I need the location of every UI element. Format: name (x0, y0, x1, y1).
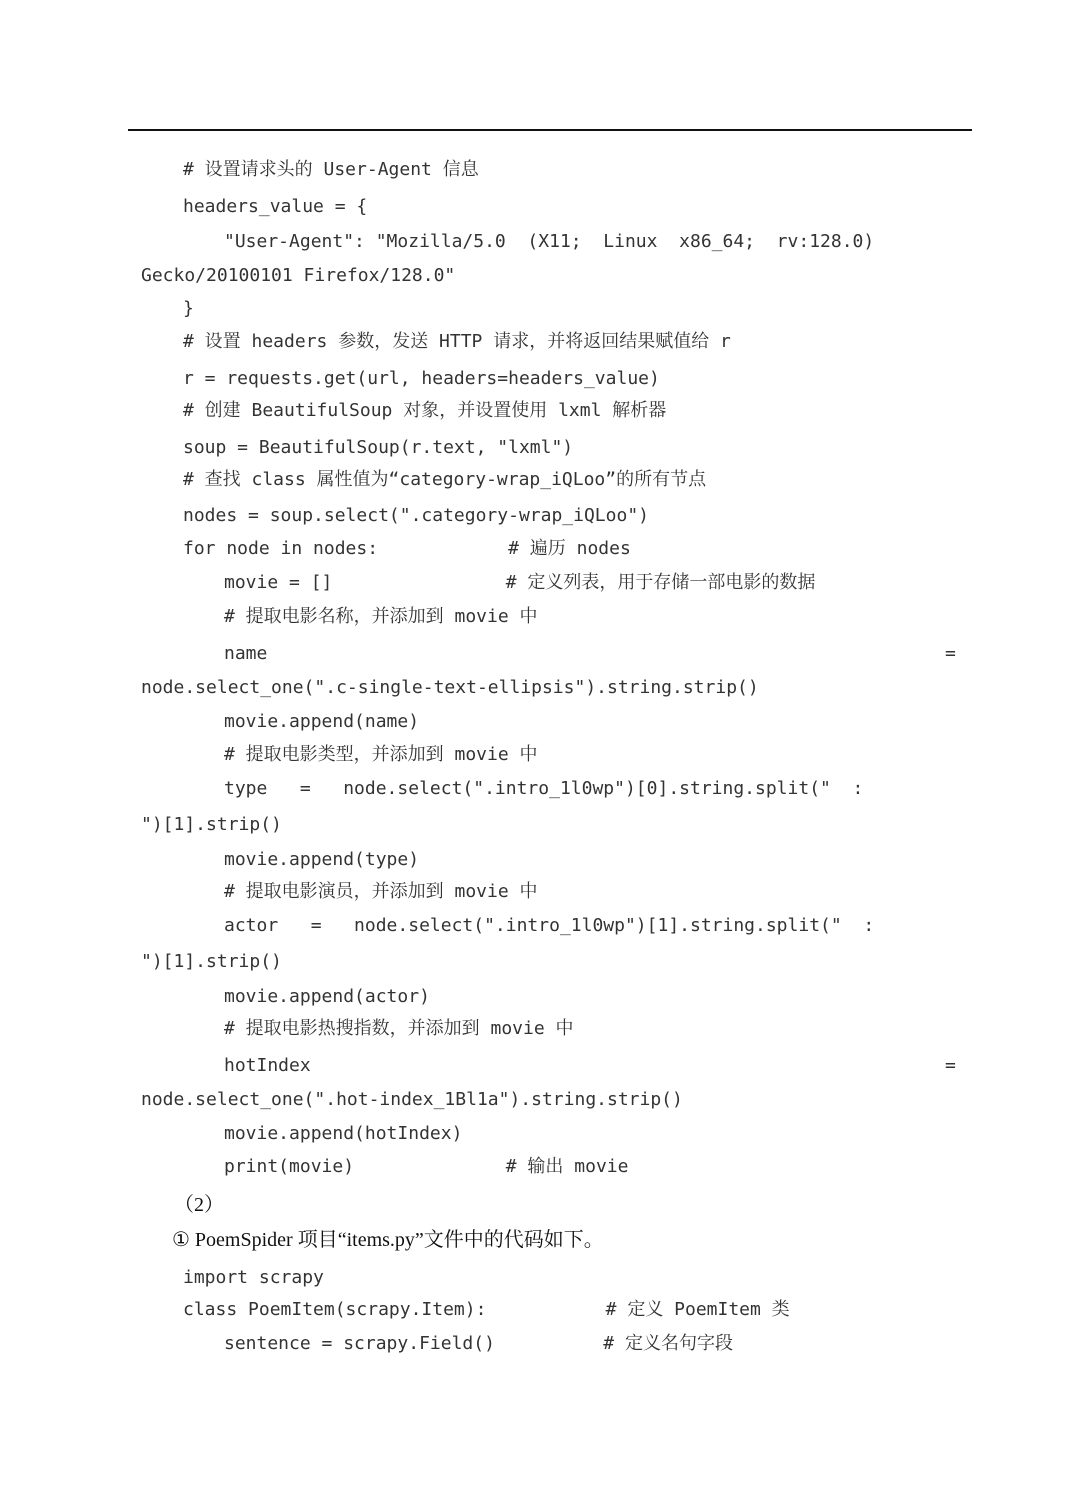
code-comment: # 提取电影演员，并添加到 movie 中 (224, 881, 538, 902)
code-line: movie.append(type) (224, 849, 420, 870)
code-line: soup = BeautifulSoup(r.text, "lxml") (183, 437, 574, 458)
code-equals: = (945, 1055, 956, 1076)
code-line: r = requests.get(url, headers=headers_value) (183, 368, 660, 389)
code-line: node.select_one(".c-single-text-ellipsis").string.strip() (141, 677, 759, 698)
code-line: for node in nodes: # 遍历 nodes (183, 538, 631, 559)
code-line: movie.append(actor) (224, 986, 430, 1007)
code-comment: # 提取电影类型，并添加到 movie 中 (224, 744, 538, 765)
code-line: movie.append(hotIndex) (224, 1123, 463, 1144)
code-line: nodes = soup.select(".category-wrap_iQLoo") (183, 505, 649, 526)
section-number: （2） (174, 1194, 224, 1216)
code-comment: # 查找 class 属性值为“category-wrap_iQLoo”的所有节点 (183, 469, 707, 490)
code-line: actor = node.select(".intro_1l0wp")[1].string.split(" : (224, 915, 875, 936)
code-comment: # 设置 headers 参数，发送 HTTP 请求，并将返回结果赋值给 r (183, 331, 731, 352)
code-line: ")[1].strip() (141, 951, 282, 972)
code-comment: # 提取电影名称，并添加到 movie 中 (224, 606, 538, 627)
code-line: type = node.select(".intro_1l0wp")[0].string.split(" : (224, 778, 864, 799)
section-intro: ① PoemSpider 项目“items.py”文件中的代码如下。 (172, 1229, 604, 1251)
code-equals: = (945, 643, 956, 664)
code-line: node.select_one(".hot-index_1Bl1a").string.strip() (141, 1089, 683, 1110)
code-line: name (224, 643, 268, 664)
code-line: headers_value = { (183, 196, 368, 217)
code-comment: # 提取电影热搜指数，并添加到 movie 中 (224, 1018, 574, 1039)
code-line: Gecko/20100101 Firefox/128.0" (141, 265, 456, 286)
code-line: "User-Agent": "Mozilla/5.0 (X11; Linux x86_64; rv:128.0) (224, 231, 875, 252)
code-line: hotIndex (224, 1055, 311, 1076)
header-rule (128, 129, 972, 131)
code-line: } (183, 298, 194, 319)
code-line: class PoemItem(scrapy.Item): # 定义 PoemItem 类 (183, 1299, 790, 1320)
code-comment: # 设置请求头的 User-Agent 信息 (183, 159, 479, 180)
code-comment: # 创建 BeautifulSoup 对象，并设置使用 lxml 解析器 (183, 400, 667, 421)
code-line: movie = [] # 定义列表，用于存储一部电影的数据 (224, 572, 816, 593)
code-line: sentence = scrapy.Field() # 定义名句字段 (224, 1333, 733, 1354)
code-line: print(movie) # 输出 movie (224, 1156, 629, 1177)
code-line: import scrapy (183, 1267, 324, 1288)
code-line: ")[1].strip() (141, 814, 282, 835)
code-line: movie.append(name) (224, 711, 420, 732)
